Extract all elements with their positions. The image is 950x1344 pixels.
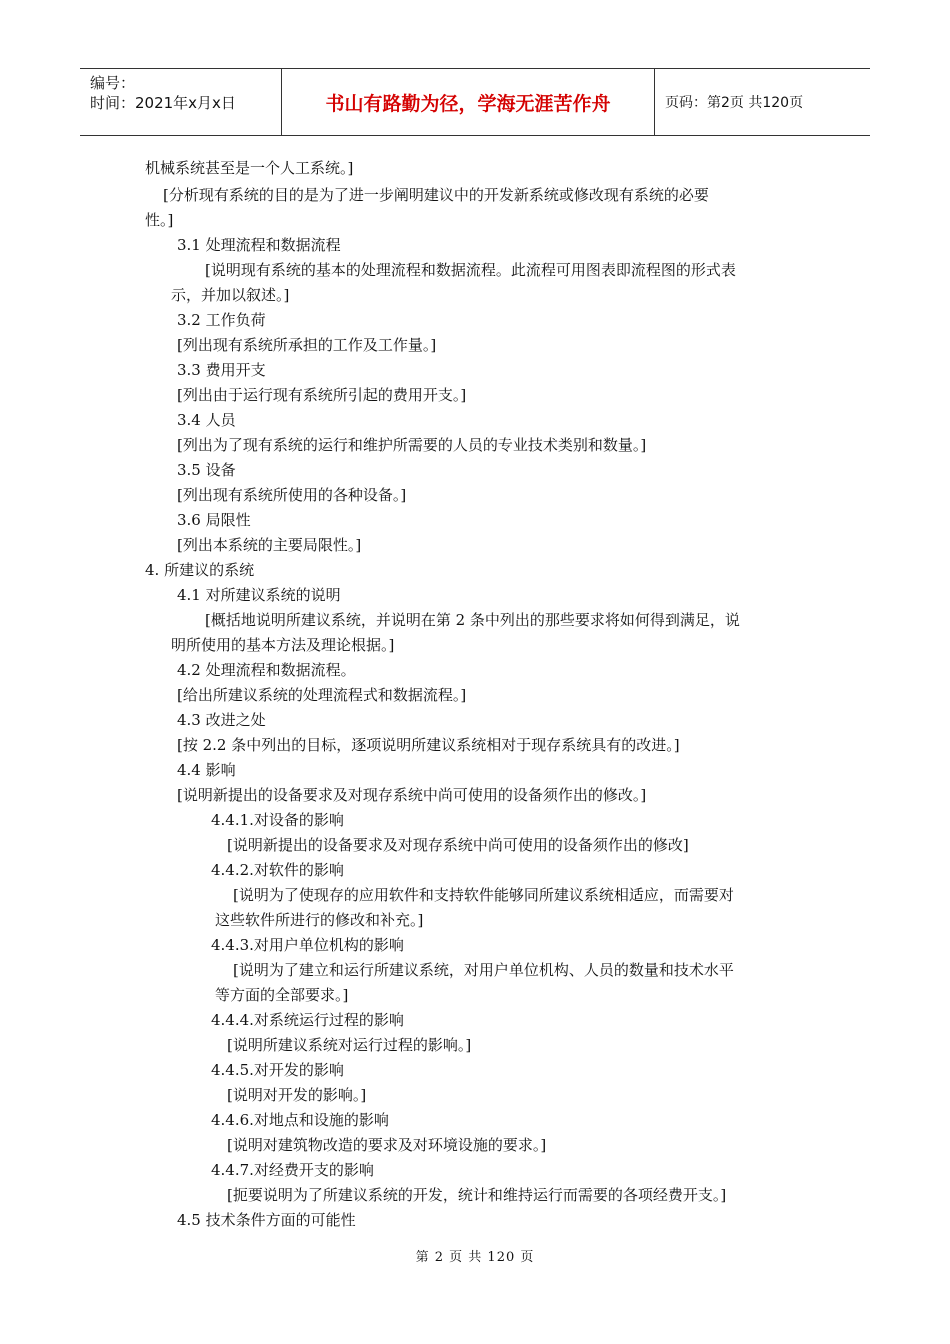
body-line: [列出现有系统所使用的各种设备。] xyxy=(177,486,407,504)
section-heading: 4.3 改进之处 xyxy=(177,711,266,729)
body-line: [说明新提出的设备要求及对现存系统中尚可使用的设备须作出的修改] xyxy=(227,836,689,854)
subsection-heading: 4.4.2.对软件的影响 xyxy=(211,861,344,879)
body-line: 示，并加以叙述。] xyxy=(171,286,290,304)
body-line: [说明为了使现存的应用软件和支持软件能够同所建议系统相适应，而需要对 xyxy=(233,886,734,904)
page-footer: 第 2 页 共 120 页 xyxy=(415,1250,535,1265)
section-heading: 3.1 处理流程和数据流程 xyxy=(177,236,341,254)
section-heading: 3.3 费用开支 xyxy=(177,361,266,379)
section-heading: 3.4 人员 xyxy=(177,411,236,429)
body-line: [概括地说明所建议系统，并说明在第 2 条中列出的那些要求将如何得到满足，说 xyxy=(205,611,740,629)
body-line: [按 2.2 条中列出的目标，逐项说明所建议系统相对于现存系统具有的改进。] xyxy=(177,736,680,754)
section-heading: 3.2 工作负荷 xyxy=(177,311,266,329)
body-line: [说明对开发的影响。] xyxy=(227,1086,367,1104)
section-heading: 3.6 局限性 xyxy=(177,511,251,529)
section-heading: 3.5 设备 xyxy=(177,461,236,479)
section-heading: 4.1 对所建议系统的说明 xyxy=(177,586,341,604)
header-motto: 书山有路勤为径，学海无涯苦作舟 xyxy=(282,69,655,135)
body-line: [说明现有系统的基本的处理流程和数据流程。此流程可用图表即流程图的形式表 xyxy=(205,261,736,279)
header-meta xyxy=(80,69,282,135)
body-line: 这些软件所进行的修改和补充。] xyxy=(215,911,424,929)
chapter-heading: 4. 所建议的系统 xyxy=(145,561,255,579)
subsection-heading: 4.4.4.对系统运行过程的影响 xyxy=(211,1011,404,1029)
body-line: 机械系统甚至是一个人工系统。] xyxy=(145,159,354,177)
section-heading: 4.5 技术条件方面的可能性 xyxy=(177,1211,356,1229)
body-line: [说明所建议系统对运行过程的影响。] xyxy=(227,1036,472,1054)
document-number-label: 编号： xyxy=(90,74,136,92)
body-line: [说明为了建立和运行所建议系统，对用户单位机构、人员的数量和技术水平 xyxy=(233,961,734,979)
body-line: [说明新提出的设备要求及对现存系统中尚可使用的设备须作出的修改。] xyxy=(177,786,647,804)
body-line: [分析现有系统的目的是为了进一步阐明建议中的开发新系统或修改现有系统的必要 xyxy=(163,186,709,204)
body-line: [列出由于运行现有系统所引起的费用开支。] xyxy=(177,386,467,404)
subsection-heading: 4.4.6.对地点和设施的影响 xyxy=(211,1111,389,1129)
body-line: 明所使用的基本方法及理论根据。] xyxy=(171,636,395,654)
subsection-heading: 4.4.5.对开发的影响 xyxy=(211,1061,344,1079)
body-line: [列出本系统的主要局限性。] xyxy=(177,536,362,554)
section-heading: 4.2 处理流程和数据流程。 xyxy=(177,661,356,679)
subsection-heading: 4.4.1.对设备的影响 xyxy=(211,811,344,829)
body-line: [说明对建筑物改造的要求及对环境设施的要求。] xyxy=(227,1136,547,1154)
body-line: 等方面的全部要求。] xyxy=(215,986,349,1004)
subsection-heading: 4.4.3.对用户单位机构的影响 xyxy=(211,936,404,954)
section-heading: 4.4 影响 xyxy=(177,761,236,779)
body-line: 性。] xyxy=(145,211,174,229)
page-header xyxy=(80,68,870,136)
subsection-heading: 4.4.7.对经费开支的影响 xyxy=(211,1161,374,1179)
body-line: [扼要说明为了所建议系统的开发，统计和维持运行而需要的各项经费开支。] xyxy=(227,1186,727,1204)
document-date: 时间：2021年x月x日 xyxy=(90,94,236,112)
body-line: [列出现有系统所承担的工作及工作量。] xyxy=(177,336,437,354)
body-line: [列出为了现有系统的运行和维护所需要的人员的专业技术类别和数量。] xyxy=(177,436,647,454)
header-page-info: 页码：第2页 共120页 xyxy=(665,95,804,111)
body-line: [给出所建议系统的处理流程式和数据流程。] xyxy=(177,686,467,704)
